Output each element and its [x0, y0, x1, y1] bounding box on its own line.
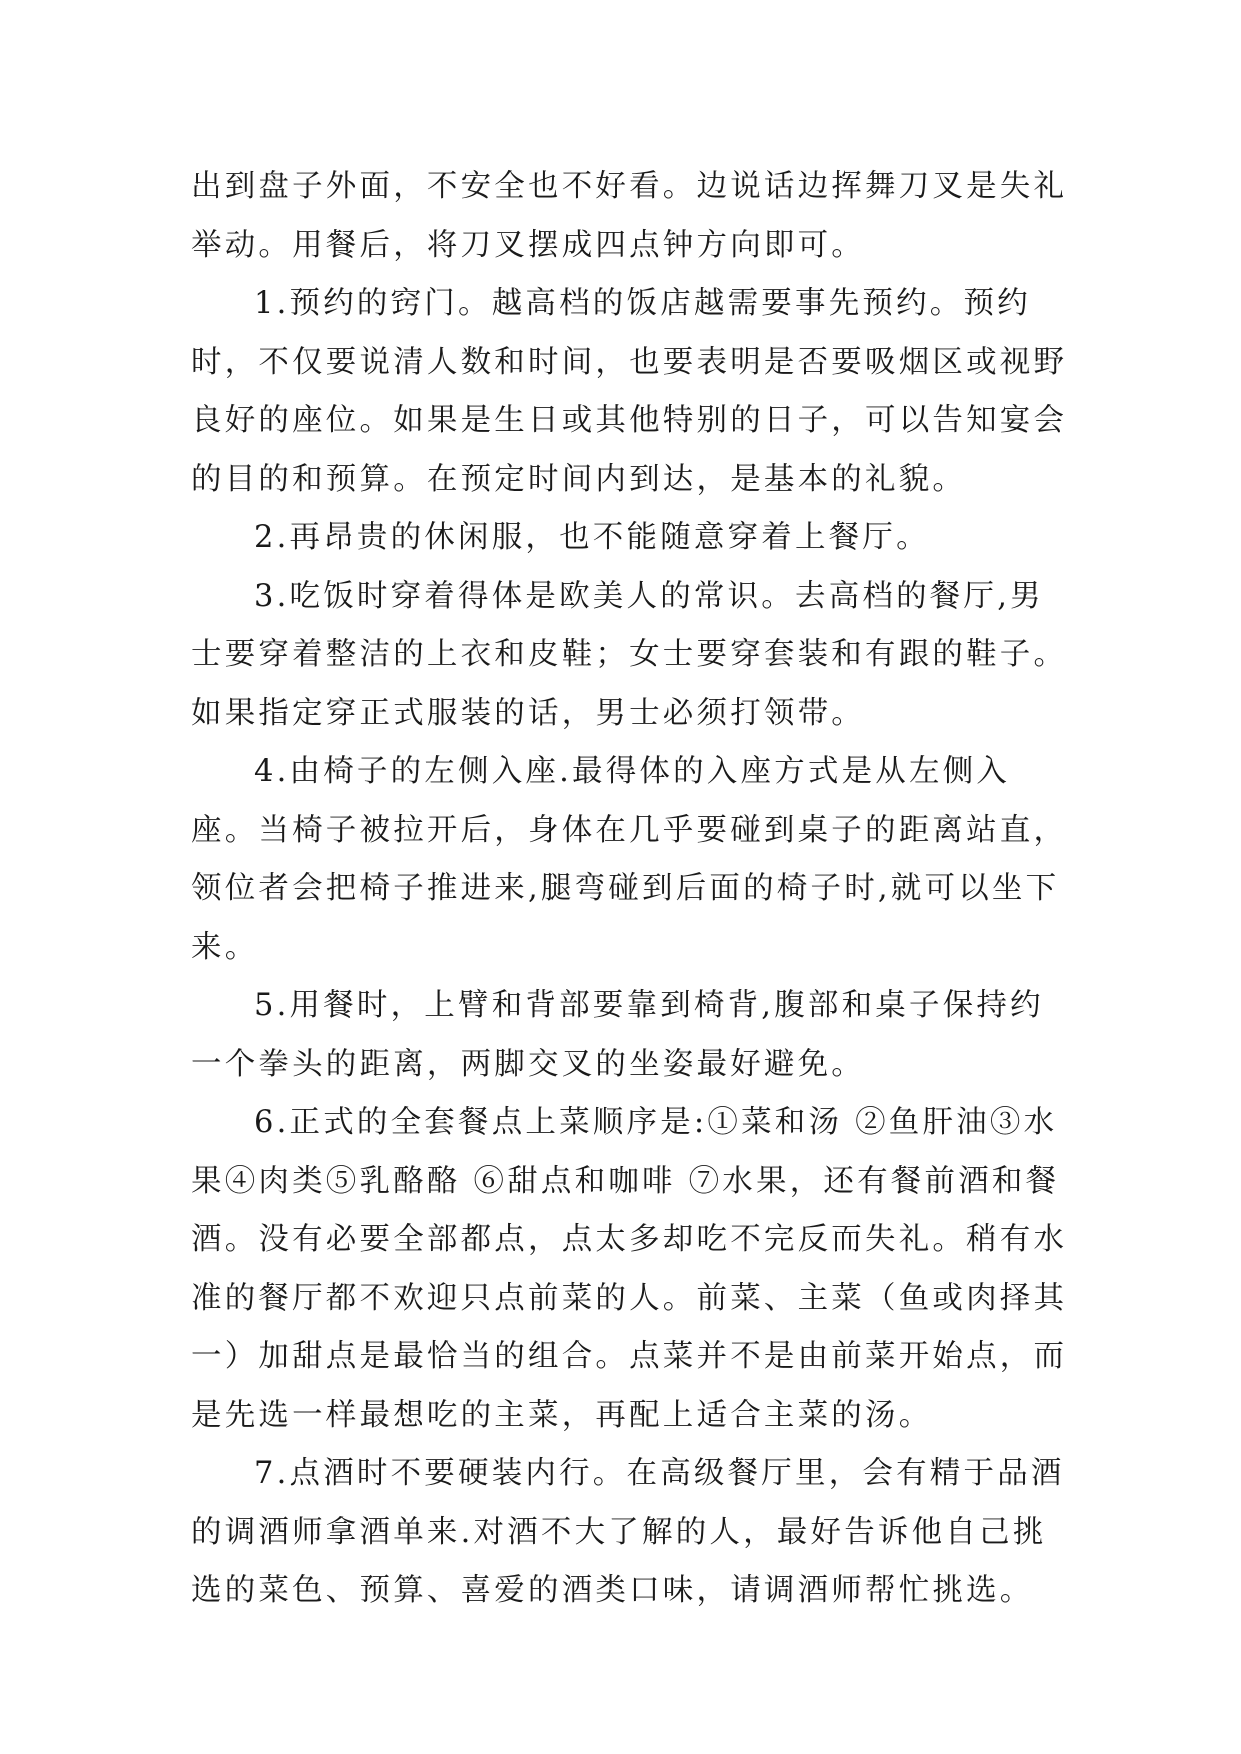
paragraph-course-order: 6.正式的全套餐点上菜顺序是:①菜和汤 ②鱼肝油③水果④肉类⑤乳酪酪 ⑥甜点和咖啡 ⑦水果，还有餐前酒和餐酒。没有必要全部都点，点太多却吃不完反而失礼。稍有水准的餐厅都不欢迎只点前菜的人。前菜、主菜（鱼或肉择其一）加甜点是最恰当的组合。点菜并不是由前菜开始点，而是先选一样最想吃的主菜，再配上适合主菜的汤。 — [191, 1105, 1068, 1433]
paragraph-seating: 4.由椅子的左侧入座.最得体的入座方式是从左侧入座。当椅子被拉开后，身体在几乎要碰到桌子的距离站直，领位者会把椅子推进来,腿弯碰到后面的椅子时,就可以坐下来。 — [191, 754, 1068, 965]
paragraph-dress-code: 3.吃饭时穿着得体是欧美人的常识。去高档的餐厅,男士要穿着整洁的上衣和皮鞋；女士要穿套装和有跟的鞋子。如果指定穿正式服装的话，男士必须打领带。 — [191, 578, 1068, 731]
document-body — [191, 158, 1071, 1621]
paragraph-continuation: 出到盘子外面，不安全也不好看。边说话边挥舞刀叉是失礼举动。用餐后，将刀叉摆成四点钟方向即可。 — [191, 169, 1068, 263]
paragraph-wine-ordering: 7.点酒时不要硬装内行。在高级餐厅里，会有精于品酒的调酒师拿酒单来.对酒不大了解的人，最好告诉他自己挑选的菜色、预算、喜爱的酒类口味，请调酒师帮忙挑选。 — [191, 1456, 1065, 1608]
paragraph-casual-wear: 2.再昂贵的休闲服，也不能随意穿着上餐厅。 — [254, 520, 930, 555]
paragraph-posture: 5.用餐时，上臂和背部要靠到椅背,腹部和桌子保持约一个拳头的距离，两脚交叉的坐姿最好避免。 — [191, 988, 1044, 1082]
paragraph-reservation: 1.预约的窍门。越高档的饭店越需要事先预约。预约时，不仅要说清人数和时间，也要表明是否要吸烟区或视野良好的座位。如果是生日或其他特别的日子，可以告知宴会的目的和预算。在预定时间内到达，是基本的礼貌。 — [191, 286, 1068, 497]
